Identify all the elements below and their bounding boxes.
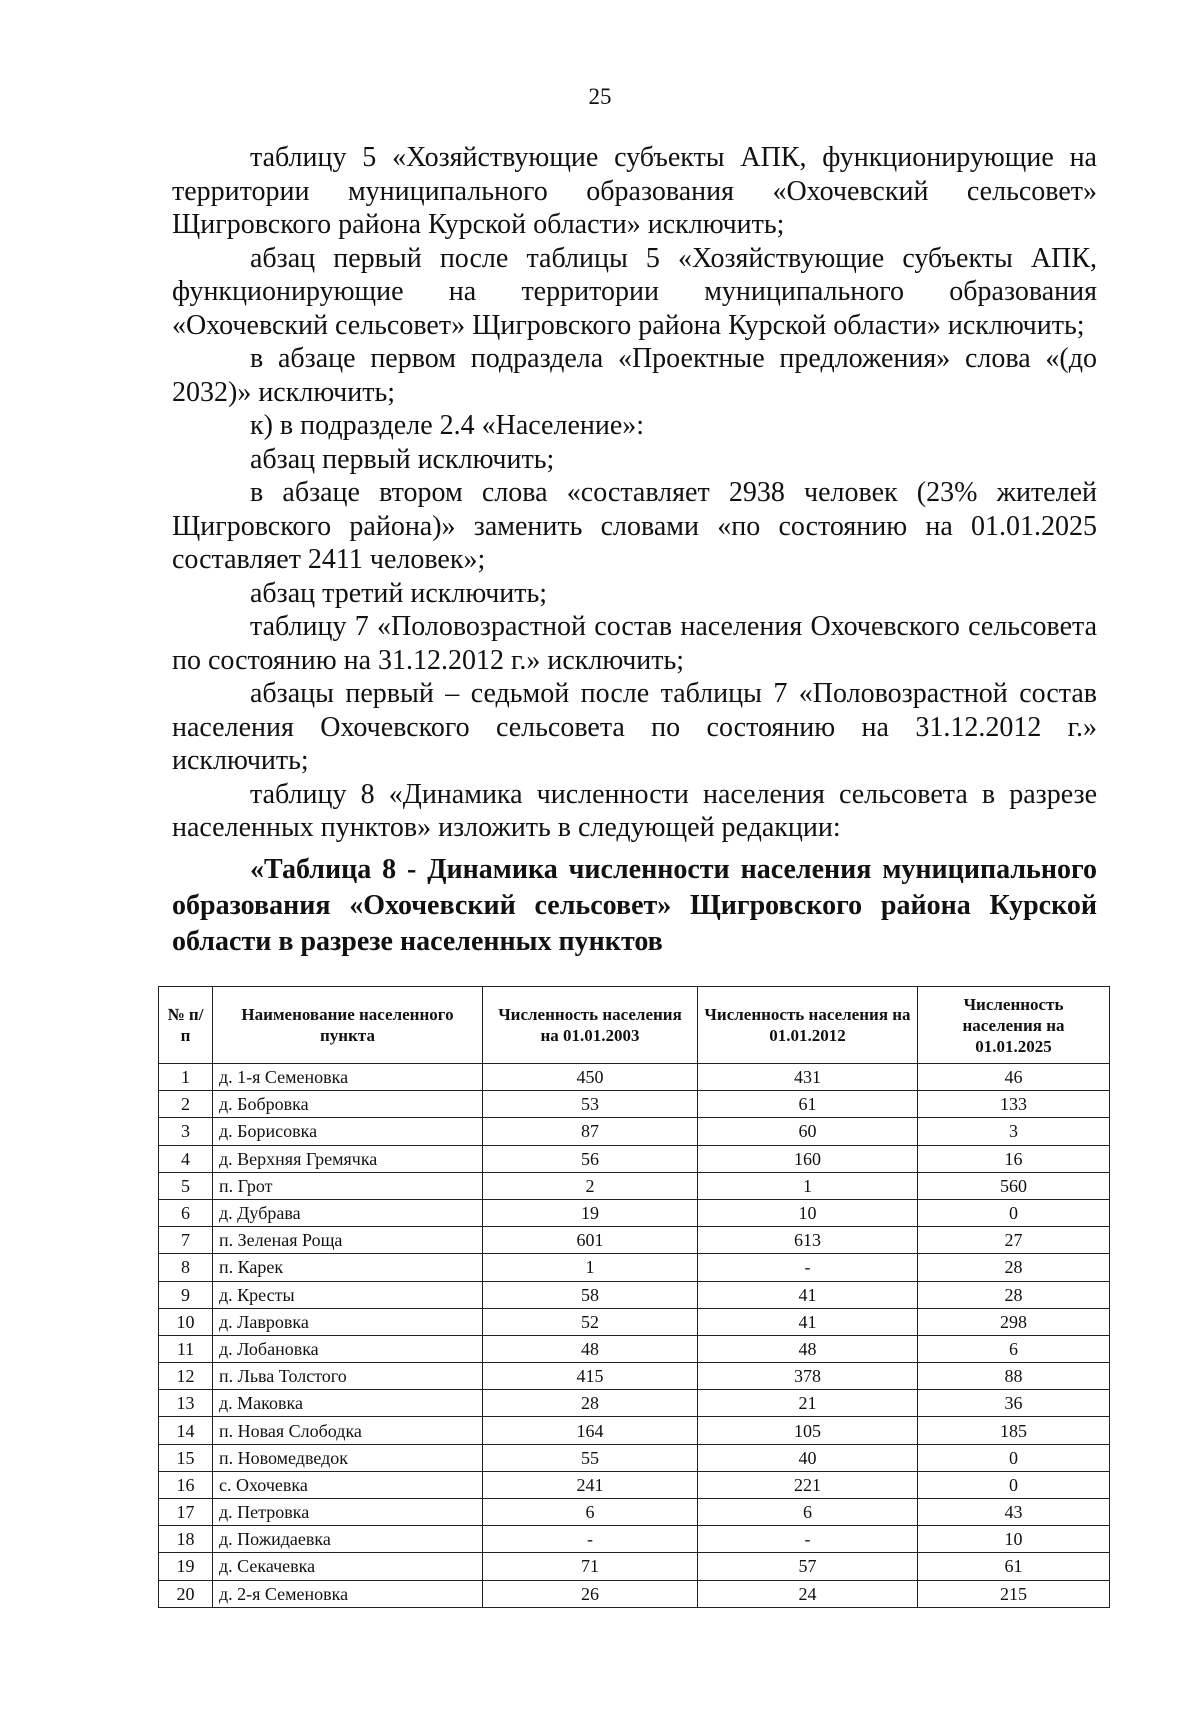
table-row (159, 1526, 1110, 1553)
cell-num: 4 (159, 1145, 213, 1172)
cell-name: п. Новомедведок (213, 1444, 483, 1471)
cell-pop-2012: 613 (698, 1227, 918, 1254)
page-number: 25 (588, 84, 612, 109)
table-row (159, 1227, 1110, 1254)
table-row (159, 1281, 1110, 1308)
cell-pop-2025: 0 (918, 1444, 1110, 1471)
paragraph: таблицу 7 «Половозрастной состав населения Охочевского сельсовета по состоянию на 31.12.2012 г.» исключить; (172, 611, 1097, 676)
table-row (159, 1335, 1110, 1362)
cell-name: д. Дубрава (213, 1199, 483, 1226)
cell-pop-2003: 601 (483, 1227, 698, 1254)
table-row (159, 1580, 1110, 1607)
table-row (159, 1254, 1110, 1281)
table-row (159, 1091, 1110, 1118)
table-row (159, 1118, 1110, 1145)
cell-pop-2003: 164 (483, 1417, 698, 1444)
cell-num: 13 (159, 1390, 213, 1417)
cell-pop-2025: 36 (918, 1390, 1110, 1417)
cell-num: 11 (159, 1335, 213, 1362)
header-name: Наименование населенного пункта (213, 987, 483, 1064)
cell-pop-2025: 560 (918, 1172, 1110, 1199)
cell-pop-2012: 105 (698, 1417, 918, 1444)
cell-pop-2003: 28 (483, 1390, 698, 1417)
cell-num: 1 (159, 1064, 213, 1091)
cell-pop-2003: - (483, 1526, 698, 1553)
cell-name: д. 1-я Семеновка (213, 1064, 483, 1091)
cell-pop-2012: 57 (698, 1553, 918, 1580)
cell-num: 14 (159, 1417, 213, 1444)
cell-pop-2025: 16 (918, 1145, 1110, 1172)
cell-num: 20 (159, 1580, 213, 1607)
paragraph: в абзаце втором слова «составляет 2938 человек (23% жителей Щигровского района)» заменить словами «по состоянию на 01.01.2025 составляет 2411 человек»; (172, 477, 1097, 575)
cell-pop-2003: 450 (483, 1064, 698, 1091)
table-row (159, 1064, 1110, 1091)
cell-pop-2003: 58 (483, 1281, 698, 1308)
cell-pop-2003: 87 (483, 1118, 698, 1145)
cell-pop-2003: 6 (483, 1499, 698, 1526)
cell-pop-2025: 28 (918, 1254, 1110, 1281)
paragraph: абзац первый после таблицы 5 «Хозяйствующие субъекты АПК, функционирующие на территории муниципального образования «Охочевский сельсовет» Щигровского района Курской области» исключить; (172, 242, 1097, 341)
paragraph: таблицу 5 «Хозяйствующие субъекты АПК, функционирующие на территории муниципального образования «Охочевский сельсовет» Щигровского района Курской области» исключить; (172, 142, 1097, 240)
cell-name: п. Зеленая Роща (213, 1227, 483, 1254)
paragraph: в абзаце первом подраздела «Проектные предложения» слова «(до 2032)» исключить; (172, 343, 1097, 408)
table-row (159, 1417, 1110, 1444)
cell-num: 10 (159, 1308, 213, 1335)
cell-pop-2025: 10 (918, 1526, 1110, 1553)
cell-num: 8 (159, 1254, 213, 1281)
cell-pop-2003: 55 (483, 1444, 698, 1471)
header-pop-2025: Численность населения на 01.01.2025 (918, 987, 1110, 1064)
cell-pop-2025: 46 (918, 1064, 1110, 1091)
cell-pop-2003: 56 (483, 1145, 698, 1172)
cell-num: 7 (159, 1227, 213, 1254)
table-row (159, 1145, 1110, 1172)
paragraph: к) в подразделе 2.4 «Население»: (250, 410, 645, 441)
cell-pop-2012: 21 (698, 1390, 918, 1417)
table-row (159, 1444, 1110, 1471)
cell-pop-2012: 431 (698, 1064, 918, 1091)
cell-pop-2012: 41 (698, 1308, 918, 1335)
cell-num: 12 (159, 1363, 213, 1390)
cell-pop-2025: 6 (918, 1335, 1110, 1362)
cell-pop-2025: 0 (918, 1471, 1110, 1498)
header-pop-2012: Численность населения на 01.01.2012 (698, 987, 918, 1064)
cell-pop-2012: 6 (698, 1499, 918, 1526)
cell-name: д. Маковка (213, 1390, 483, 1417)
cell-num: 17 (159, 1499, 213, 1526)
cell-pop-2012: 221 (698, 1471, 918, 1498)
cell-pop-2012: 160 (698, 1145, 918, 1172)
cell-pop-2012: 10 (698, 1199, 918, 1226)
header-pop-2003: Численность населения на 01.01.2003 (483, 987, 698, 1064)
table-row (159, 1471, 1110, 1498)
header-num: № п/п (159, 987, 213, 1064)
cell-num: 16 (159, 1471, 213, 1498)
cell-name: д. Верхняя Гремячка (213, 1145, 483, 1172)
cell-name: п. Новая Слободка (213, 1417, 483, 1444)
table-row (159, 1363, 1110, 1390)
table-row (159, 1553, 1110, 1580)
cell-pop-2012: 24 (698, 1580, 918, 1607)
cell-pop-2012: 41 (698, 1281, 918, 1308)
paragraph: абзац третий исключить; (250, 577, 548, 609)
cell-pop-2003: 53 (483, 1091, 698, 1118)
cell-name: д. Секачевка (213, 1553, 483, 1580)
cell-num: 19 (159, 1553, 213, 1580)
cell-name: д. Борисовка (213, 1118, 483, 1145)
cell-pop-2003: 48 (483, 1335, 698, 1362)
cell-pop-2012: - (698, 1526, 918, 1553)
cell-pop-2025: 215 (918, 1580, 1110, 1607)
table-row (159, 1390, 1110, 1417)
cell-pop-2025: 0 (918, 1199, 1110, 1226)
cell-pop-2012: 40 (698, 1444, 918, 1471)
cell-pop-2012: 60 (698, 1118, 918, 1145)
cell-pop-2003: 52 (483, 1308, 698, 1335)
cell-name: п. Карек (213, 1254, 483, 1281)
cell-name: д. Лобановка (213, 1335, 483, 1362)
cell-num: 9 (159, 1281, 213, 1308)
table-row (159, 1172, 1110, 1199)
cell-num: 18 (159, 1526, 213, 1553)
table-heading: «Таблица 8 - Динамика численности населения муниципального образования «Охочевский сельсовет» Щигровского района Курской области в разрезе населенных пунктов (172, 853, 1097, 957)
cell-pop-2025: 298 (918, 1308, 1110, 1335)
paragraph: таблицу 8 «Динамика численности населения сельсовета в разрезе населенных пунктов» изложить в следующей редакции: (172, 778, 1097, 843)
cell-pop-2003: 19 (483, 1199, 698, 1226)
cell-pop-2025: 43 (918, 1499, 1110, 1526)
cell-name: д. Пожидаевка (213, 1526, 483, 1553)
cell-pop-2025: 185 (918, 1417, 1110, 1444)
cell-pop-2025: 61 (918, 1553, 1110, 1580)
cell-pop-2003: 2 (483, 1172, 698, 1199)
cell-pop-2025: 133 (918, 1091, 1110, 1118)
cell-pop-2003: 415 (483, 1363, 698, 1390)
cell-pop-2025: 3 (918, 1118, 1110, 1145)
cell-pop-2003: 71 (483, 1553, 698, 1580)
table-header-row (159, 987, 1110, 1064)
cell-num: 3 (159, 1118, 213, 1145)
cell-num: 15 (159, 1444, 213, 1471)
document-body (172, 141, 1097, 960)
population-table (158, 986, 1110, 1608)
cell-pop-2003: 241 (483, 1471, 698, 1498)
table-row (159, 1199, 1110, 1226)
cell-name: д. Лавровка (213, 1308, 483, 1335)
cell-num: 2 (159, 1091, 213, 1118)
cell-pop-2012: 61 (698, 1091, 918, 1118)
table-row (159, 1499, 1110, 1526)
cell-pop-2025: 88 (918, 1363, 1110, 1390)
cell-name: д. Бобровка (213, 1091, 483, 1118)
cell-pop-2025: 28 (918, 1281, 1110, 1308)
cell-num: 6 (159, 1199, 213, 1226)
cell-pop-2012: - (698, 1254, 918, 1281)
cell-name: д. Петровка (213, 1499, 483, 1526)
cell-name: д. 2-я Семеновка (213, 1580, 483, 1607)
paragraph: абзацы первый – седьмой после таблицы 7 «Половозрастной состав населения Охочевского сельсовета по состоянию на 31.12.2012 г.» исключить; (172, 678, 1097, 776)
cell-num: 5 (159, 1172, 213, 1199)
cell-name: п. Грот (213, 1172, 483, 1199)
cell-pop-2003: 1 (483, 1254, 698, 1281)
cell-pop-2003: 26 (483, 1580, 698, 1607)
paragraph: абзац первый исключить; (250, 443, 555, 475)
cell-name: с. Охочевка (213, 1471, 483, 1498)
cell-pop-2012: 48 (698, 1335, 918, 1362)
table-row (159, 1308, 1110, 1335)
cell-pop-2012: 378 (698, 1363, 918, 1390)
cell-pop-2025: 27 (918, 1227, 1110, 1254)
cell-name: п. Льва Толстого (213, 1363, 483, 1390)
cell-name: д. Кресты (213, 1281, 483, 1308)
cell-pop-2012: 1 (698, 1172, 918, 1199)
